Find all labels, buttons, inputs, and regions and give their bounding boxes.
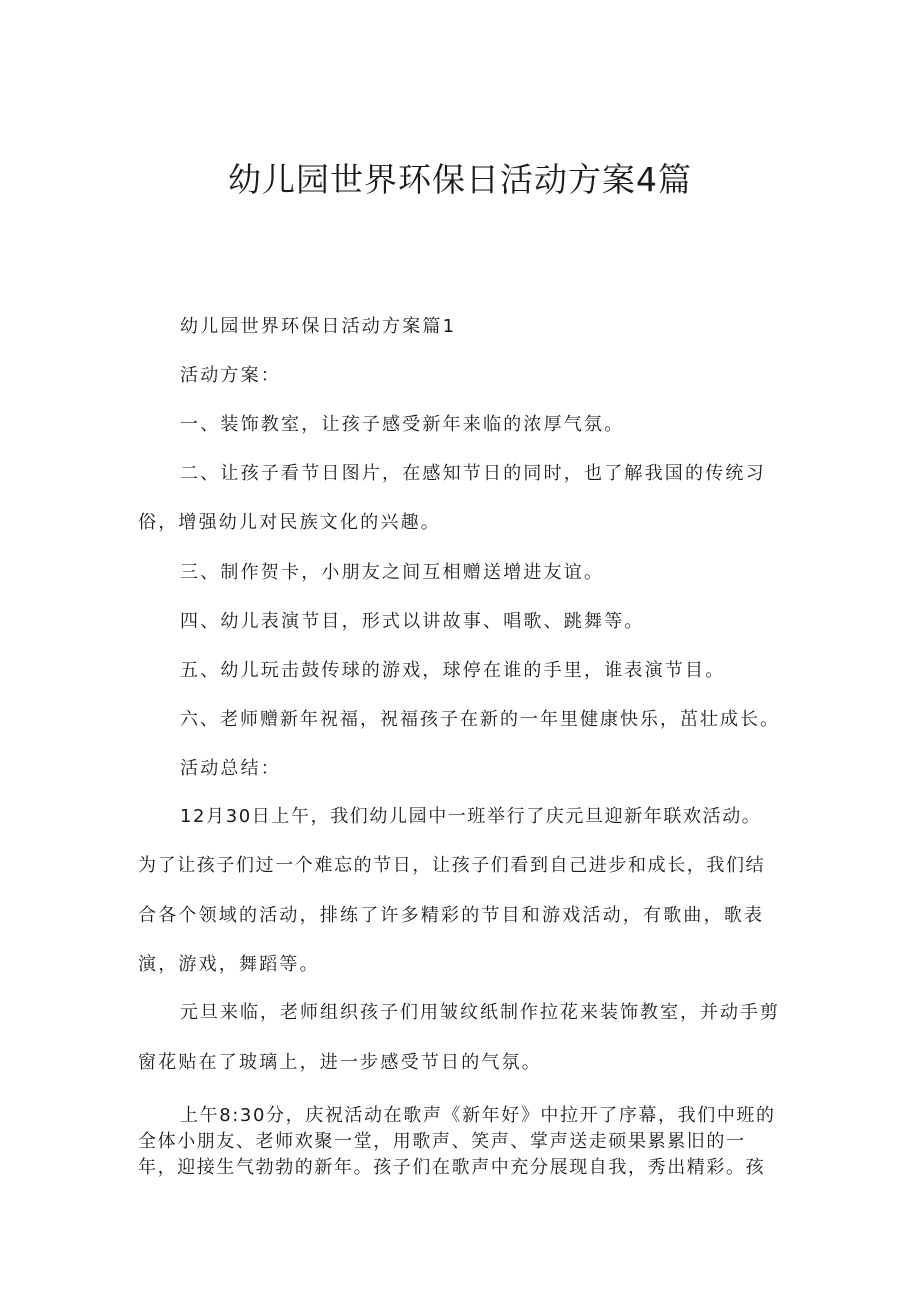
paragraph-line: 五、幼儿玩击鼓传球的游戏，球停在谁的手里，谁表演节目。 <box>180 660 726 681</box>
paragraph-line: 窗花贴在了玻璃上，进一步感受节日的气氛。 <box>138 1052 542 1073</box>
document-title: 幼儿园世界环保日活动方案4篇 <box>228 160 692 199</box>
paragraph-line: 活动方案： <box>180 365 281 386</box>
paragraph-line: 六、老师赠新年祝福，祝福孩子在新的一年里健康快乐，茁壮成长。 <box>180 709 780 730</box>
paragraph-line: 年，迎接生气勃勃的新年。孩子们在歌声中充分展现自我，秀出精彩。孩 <box>138 1157 766 1178</box>
paragraph-line: 活动总结： <box>180 758 281 779</box>
paragraph-line: 元旦来临，老师组织孩子们用皱纹纸制作拉花来装饰教室，并动手剪 <box>180 1002 780 1023</box>
paragraph-line: 三、制作贺卡，小朋友之间互相赠送增进友谊。 <box>180 562 605 583</box>
paragraph-line: 一、装饰教室，让孩子感受新年来临的浓厚气氛。 <box>180 414 625 435</box>
paragraph-line: 四、幼儿表演节目，形式以讲故事、唱歌、跳舞等。 <box>180 611 645 632</box>
paragraph-line: 全体小朋友、老师欢聚一堂，用歌声、笑声、掌声送走硕果累累旧的一 <box>138 1131 746 1152</box>
paragraph-line: 为了让孩子们过一个难忘的节日，让孩子们看到自己进步和成长，我们结 <box>138 855 766 876</box>
paragraph-line: 俗，增强幼儿对民族文化的兴趣。 <box>138 512 441 533</box>
paragraph-line: 合各个领域的活动，排练了许多精彩的节目和游戏活动，有歌曲，歌表 <box>138 905 765 926</box>
paragraph-line: 12月30日上午，我们幼儿园中一班举行了庆元旦迎新年联欢活动。 <box>180 806 762 827</box>
section-heading: 幼儿园世界环保日活动方案篇1 <box>180 316 457 337</box>
paragraph-line: 演，游戏，舞蹈等。 <box>138 954 320 975</box>
paragraph-line: 二、让孩子看节日图片，在感知节日的同时，也了解我国的传统习 <box>180 463 766 484</box>
paragraph-line: 上午8:30分，庆祝活动在歌声《新年好》中拉开了序幕，我们中班的 <box>180 1105 776 1126</box>
